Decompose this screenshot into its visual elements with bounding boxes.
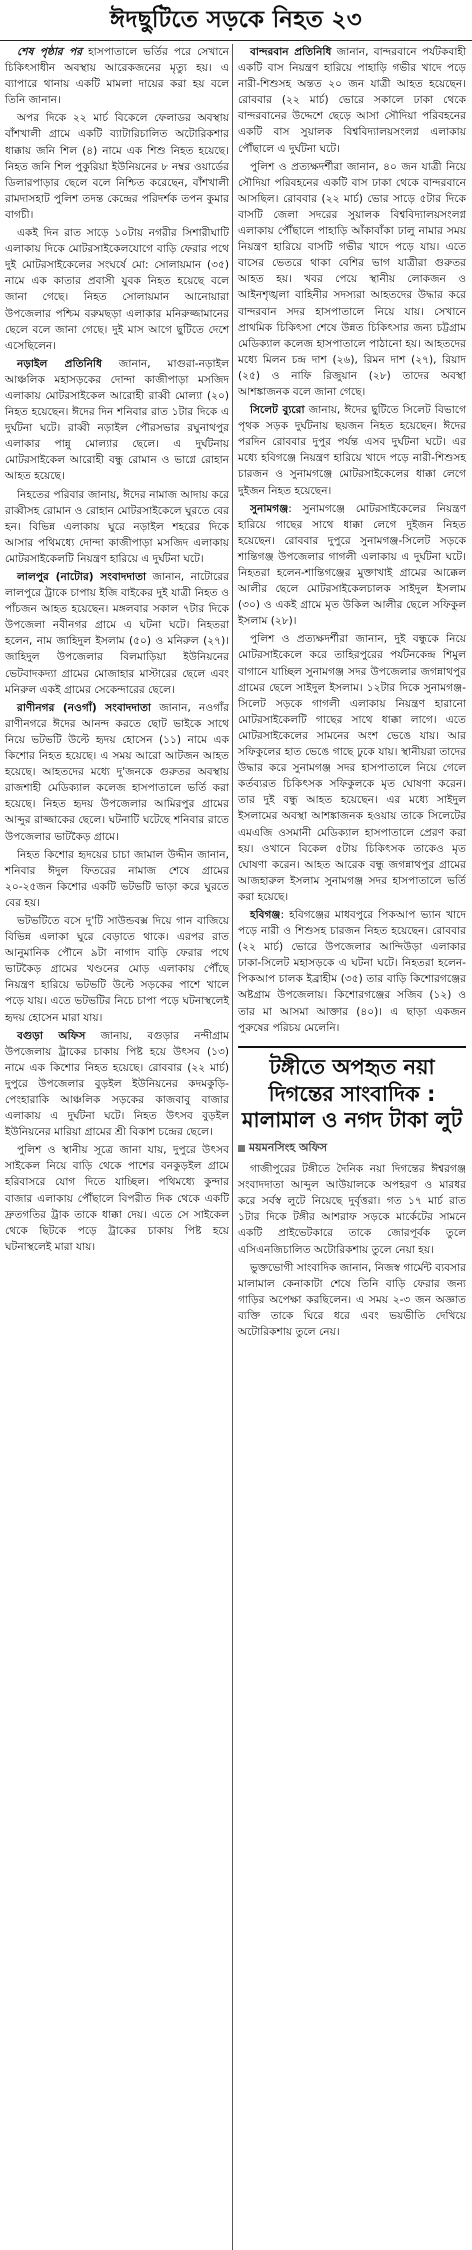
headline-bar: [0, 0, 472, 41]
raninagar-para: রাণীনগর (নওগাঁ) সংবাদদাতা জানান, নওগাঁর রাণীনগরে ঈদের আনন্দ করতে ছোট ভাইকে সাথে নিয়ে ভটভটি উল্টে হৃদয় হোসেন (১১) নামে এক কিশোর নিহত হয়েছে। এ সময় আরো আটজন আহত হয়েছে। আহতদের মধ্যে দু'জনকে গুরুতর অবস্থায় রাজশাহী মেডিক্যাল কলেজ হাসপাতালে ভর্তি করা হয়েছে। নিহত হৃদয় উপজেলার আমিরপুর গ্রামের আব্দুর রাজ্জাকের ছেলে। ঘটনাটি ঘটেছে শনিবার রাতে উপজেলার ভাটকৈড় গ্রামে।: [5, 701, 229, 843]
continued-label: শেষ পৃষ্ঠার পর: [17, 46, 83, 58]
article-para: অপর দিকে ২২ মার্চ বিকেলে ফেলাডর অবস্থায় বাঁশখালী গ্রামে একটি ব্যাটারিচালিত অটোরিকশার ধাক্কায় জনি শিল (৪) নামে এক শিশু নিহত হয়েছে। নিহত জনি শিল পুকুরিয়া ইউনিয়নের ৮ নম্বর ওয়ার্ডের ডিলারপাড়ার ছেলে বলে নিশ্চিত করেছেন, বাঁশখালী রামদাসহাট পুলিশ তদন্ত কেন্দ্রের পরিদর্শক তপন কুমার বাগচী।: [5, 112, 229, 221]
article-para: পুলিশ ও প্রত্যক্ষদর্শীরা জানান, ৪০ জন যাত্রী নিয়ে সৌদিয়া পরিবহনের একটি বাস ঢাকা থেকে বান্দরবানে আসছিল। রোববার (২২ মার্চ) ভোর সাড়ে ৫টার দিকে বাসটি জেলা সদরের সুয়ালক বিশ্ববিদ্যালয়সংলগ্ন এলাকায় পৌঁছালে পাহাড়ি আঁকাবাঁকা ঢালু নামার সময় নিয়ন্ত্রণ হারিয়ে বাসটি গভীর খাদে পড়ে যায়। এতে বাসের ভেতরে থাকা বেশির ভাগ যাত্রীরা গুরুতর আহত হয়। খবর পেয়ে স্থানীয় লোকজন ও আইনশৃঙ্খলা বাহিনীর সদস্যরা আহতদের উদ্ধার করে বান্দরবান সদর হাসপাতালে নিয়ে যায়। সেখানে প্রাথমিক চিকিৎসা শেষে উন্নত চিকিৎসার জন্য চট্টগ্রাম মেডিক্যাল কলেজ হাসপাতালে পাঠানো হয়। আহতদের মধ্যে মিলন চন্দ্র দাশ (২৬), রিমন দাশ (২৭), রিয়াদ (২৫) ও নাফি রিজুয়ান (২৮) তাদের অবস্থা আশঙ্কাজনক বলে জানা গেছে।: [238, 160, 466, 398]
sunamganj-para: সুনামগঞ্জ: সুনামগঞ্জে মোটরসাইকেলের নিয়ন্ত্রণ হারিয়ে গাছের সাথে ধাক্কা লেগে দুইজন নিহত হয়েছেন। রোববার দুপুরে সুনামগঞ্জ-সিলেট সড়কে শান্তিগঞ্জ উপজেলার গাগলী এলাকায় এ দুর্ঘটনা ঘটে। নিহতরা হলেন-শান্তিগঞ্জের মুক্তাখাই গ্রামের আক্কেল আলীর ছেলে মোটরসাইকেলচালক সাইদুল ইসলাম (৩০) ও একই গ্রামে মৃত উকিল আলীর ছেলে সফিকুল ইসলাম (২৮)।: [238, 502, 466, 628]
lalpur-para: লালপুর (নাটোর) সংবাদদাতা জানান, নাটোরের লালপুরে ট্রাকে চাপায় ইজি বাইকের দুই যাত্রী নিহত ও পাঁচজন আহত হয়েছেন। মঙ্গলবার সকাল ৭টার দিকে উপজেলা নবীনগর গ্রামে এ ঘটনা ঘটে। নিহতরা হলেন, নাম জাহিদুল ইসলাম (৫০) ও মনিরুল (২৭)। জাহিদুল উপজেলার বিলমাড়িয়া ইউনিয়নের ভেটবাদকদ্যা গ্রামের মোজাহার মাস্টারের ছেলে এবং মনিরুল একই গ্রামের সেকেন্দারের ছেলে।: [5, 571, 229, 696]
bandarban-para: বান্দরবান প্রতিনিধি জানান, বান্দরবানে পর্যটকবাহী একটি বাস নিয়ন্ত্রণ হারিয়ে পাহাড়ি গভীর খাদে পড়ে নারী-শিশুসহ অন্তত ২০ জন যাত্রী আহত হয়েছেন। রোববার (২২ মার্চ) ভোরে সকালে ঢাকা থেকে বান্দরবানের উদ্দেশে ছেড়ে আসা সৌদিয়া পরিবহনের একটি বাস সুয়ালক বিশ্ববিদ্যালয়সংলগ্ন এলাকায় পৌঁছালে এ দুর্ঘটনা ঘটে।: [238, 46, 466, 155]
article-para: নিহতের পরিবার জানায়, ঈদের নামাজ আদায় করে রাব্বীসহ রোমান ও রোহান মোটরসাইকেলে ঘুরতে বের হন। বিভিন্ন এলাকায় ঘুরে নড়াইল শহরের দিকে আসার পথিমধ্যে দোন্দা কাজীপাড়া মসজিদ এলাকায় মোটরসাইকেলটি নিয়ন্ত্রণ হারিয়ে এ দুর্ঘটনা ঘটে।: [5, 488, 229, 565]
related-byline: ময়মনসিংহ অফিস: [238, 1140, 466, 1157]
dateline-bogura: বগুড়া অফিস: [17, 1029, 86, 1042]
article-para: ভুক্তভোগী সাংবাদিক জানান, নিজস্ব গার্মেন্ট ব্যবসার মালামাল কেনাকাটা শেষে তিনি বাড়ি ফেরার জন্য গাড়ির অপেক্ষা করছিলেন। এ সময় ২-৩ জন অজ্ঞাত ব্যক্তি তাকে ঘিরে ধরে এবং ভয়ভীতি দেখিয়ে অটোরিকশায় তুলে নেয়।: [238, 1261, 466, 1338]
right-column: [233, 44, 471, 2250]
main-headline: ঈদছুটিতে সড়কে নিহত ২৩: [110, 6, 362, 33]
related-headline: টঙ্গীতে অপহৃত নয়া দিগন্তের সাংবাদিক : মালামাল ও নগদ টাকা লুট: [241, 1054, 463, 1133]
article-para: নিহত কিশোর হৃদয়ের চাচা জামাল উদ্দীন জানান, শনিবার ঈদুল ফিতরের নামাজ শেষে গ্রামের ২০-২৫জন কিশোর একটি ভটভটি ভাড়া করে ঘুরতে বের হয়।: [5, 848, 229, 909]
article-para: গাজীপুরের টঙ্গীতে দৈনিক নয়া দিগন্তের ঈশ্বরগঞ্জ সংবাদদাতা আব্দুল আউয়ালকে অপহরণ ও মারধর করে সর্বস্ব লুটে নিয়েছে দুর্বৃত্তরা। গত ১৭ মার্চ রাত ১টার দিকে টঙ্গীর আশরাফ সড়কে মার্কেটের সামনে একটি প্রাইভেটকারে তাকে জোরপূর্বক তুলে এসিএনজিচালিত অটোরিকশায় তুলে নেয়া হয়।: [238, 1163, 466, 1256]
left-column: [0, 44, 232, 2250]
dateline-raninagar: রাণীনগর (নওগাঁ) সংবাদদাতা: [17, 701, 152, 714]
dateline-habiganj: হবিগঞ্জ: [250, 908, 281, 921]
article-para: পুলিশ ও স্থানীয় সূত্রে জানা যায়, দুপুরে উৎসব সাইকেল নিয়ে বাড়ি থেকে পাশের বনকুড়ইল গ্রামে হরিবাসরে যোগ দিতে যাচ্ছিল। পথিমধ্যে কুন্দার বাজার এলাকায় পৌঁছালে বিপরীত দিক থেকে একটি দ্রুতগতির ট্রাক তাকে ধাক্কা দেয়। এতে সে সাইকেল থেকে ছিটকে পড়ে ট্রাকের চাকায় পিষ্ট হয়ে ঘটনাস্থলেই মারা যায়।: [5, 1144, 229, 1253]
dateline-lalpur: লালপুর (নাটোর) সংবাদদাতা: [17, 571, 147, 583]
continuation-para: শেষ পৃষ্ঠার পর হাসপাতালে ভর্তির পরে সেখানে চিকিৎসাধীন অবস্থায় আরেকজনের মৃত্যু হয়। এ ব্যাপারে থানায় একটি মামলা দায়ের করা হয় বলে তিনি জানান।: [5, 46, 229, 107]
article-para: একই দিন রাত সাড়ে ১০টায় নগরীর সিশারীঘাটি এলাকায় দিকে মোটরসাইকেলযোগে বাড়ি ফেরার পথে দুই মোটরসাইকেলের সংঘর্ষে মো: সোলায়মান (৩৫) নামে এক কাতার প্রবাসী যুবক নিহত হয়েছে বলে জানা গেছে। নিহত সোলায়মান আনোয়ারা উপজেলার পশ্চিম বরুমছড়া এলাকার মনিরুজ্জামানের ছেলে বলে জানা গেছে। দুই মাস আগে ছুটিতে দেশে এসেছিলেন।: [5, 227, 229, 352]
square-bullet-icon: [238, 1145, 245, 1152]
related-news-box: [238, 1046, 466, 1340]
dateline-sunamganj: সুনামগঞ্জ: [250, 502, 289, 515]
article-para: ভটভটিতে বসে দু'টি সাউন্ডবক্স দিয়ে গান বাজিয়ে বিভিন্ন এলাকা ঘুরে বেড়াতে থাকে। এরপর রাত আনুমানিক পৌনে ৯টা নাগাদ বাড়ি ফেরার পথে ভাটকৈড় গ্রামের খণ্ডনের মোড় এলাকায় পৌঁছে নিয়ন্ত্রণ হারিয়ে ভটভটি উল্টে সড়কের পাশে খালে পড়ে যায়। এতে ভটভটির নিচে চাপা পড়ে ঘটনাস্থলেই হৃদয় হোসেন মারা যায়।: [5, 914, 229, 1024]
dateline-narail: নড়াইল প্রতিনিধি: [17, 357, 102, 370]
article-para: পুলিশ ও প্রত্যক্ষদর্শীরা জানান, দুই বন্ধুকে নিয়ে মোটরসাইকেলে করে তাহিরপুরের পর্যটনকেন্দ্র শিমুল বাগানে যাচ্ছিল সুনামগঞ্জ সদর উপজেলার জগন্নাথপুর গ্রামের ছেলে সাইদুল ইসলাম। ১২টার দিকে সুনামগঞ্জ-সিলেট সড়কে গাগলী এলাকায় নিয়ন্ত্রণ হারানো মোটরসাইকেলটি গাছের সাথে ধাক্কা লাগে। এতে মোটরসাইকেলের সামনের অংশ ভেঙে যায়। আর সফিকুলের হাত ভেঙে গাছে ঢুকে যায়। স্থানীয়রা তাদের উদ্ধার করে সুনামগঞ্জ সদর হাসপাতালে নিয়ে গেলে কর্তব্যরত চিকিৎসক সফিকুলকে মৃত ঘোষণা করেন। তার দুই বন্ধু আহত হয়েছেন। এর মধ্যে সাইদুল ইসলামের অবস্থা আশঙ্কাজনক হওয়ায় তাকে সিলেটের এমএজি ওসমানী মেডিক্যাল হাসপাতালে প্রেরণ করা হয়। ওখানে বিকেল ৫টায় চিকিৎসক তাকেও মৃত ঘোষণা করেন। আহত আরেক বন্ধু জগন্নাথপুর গ্রামের আজহারুল ইসলাম সুনামগঞ্জ সদর হাসপাতালে ভর্তি করা হয়েছে।: [238, 633, 466, 903]
article-columns: [0, 44, 472, 2250]
dateline-bandarban: বান্দরবান প্রতিনিধি: [250, 46, 332, 58]
habiganj-para: হবিগঞ্জ: হবিগঞ্জের মাধবপুরে পিকআপ ভ্যান খাদে পড়ে নারী ও শিশুসহ চারজন নিহত হয়েছেন। রোববার (২২ মার্চ) ভোরে উপজেলার আন্দিউড়া এলাকার ঢাকা-সিলেট মহাসড়কে এ ঘটনা ঘটে। নিহতরা হলেন- পিকআপ চালক ইব্রাহীম (৩৫) তার বাড়ি কিশোরগঞ্জের অষ্টগ্রাম উপজেলায়। কিশোরগঞ্জের সজিব (১২) ও তার মা আসমা আক্তার (৪০)। এ ছাড়া একজন পুরুষের পরিচয় মেলেনি।: [238, 908, 466, 1034]
dateline-sylhet: সিলেট ব্যুরো: [250, 404, 305, 417]
bogura-para: বগুড়া অফিস জানায়, বগুড়ার নন্দীগ্রাম উপজেলায় ট্রাকের চাকায় পিষ্ট হয়ে উৎসব (১৩) নামে এক কিশোর নিহত হয়েছে। রোববার (২২ মার্চ) দুপুরে উপজেলার বুড়ইল ইউনিয়নের কদমকুড়ি-পেংহারাকি আঞ্চলিক সড়কের কাজবাবু বাজার এলাকায় এ দুর্ঘটনা ঘটে। নিহত উৎসব বুড়ইল ইউনিয়নের মারিয়া গ্রামের শ্রী বিকাশ চন্দ্রের ছেলে।: [5, 1029, 229, 1139]
narail-para: নড়াইল প্রতিনিধি জানান, মাগুরা-নড়াইল আঞ্চলিক মহাসড়কের দোন্দা কাজীপাড়া মসজিদ এলাকায় মোটরসাইকেল আরোহী রাব্বী মোল্যা (২০) নিহত হয়েছেন। ঈদের দিন শনিবার রাত ১টার দিকে এ দুর্ঘটনা ঘটে। রাব্বী নড়াইল পৌরসভার রঘুনাথপুর এলাকার পান্নু মোল্যার ছেলে। এ দুর্ঘটনায় মোটরসাইকেল আরোহী বন্ধু রোমান ও ভাগ্নে রোহান আহত হয়েছে।: [5, 357, 229, 483]
sylhet-para: সিলেট ব্যুরো জানায়, ঈদের ছুটিতে সিলেট বিভাগে পৃথক সড়ক দুর্ঘটনায় ছয়জন নিহত হয়েছেন। ঈদের পরদিন রোববার দুপুর পর্যন্ত এসব দুর্ঘটনা ঘটে। এর মধ্যে হবিগঞ্জে নিয়ন্ত্রণ হারিয়ে খাদে পড়ে নারী-শিশুসহ চারজন ও সুনামগঞ্জে মোটরসাইকেলের ধাক্কা লেগে দুইজন নিহত হয়েছেন।: [238, 404, 467, 497]
